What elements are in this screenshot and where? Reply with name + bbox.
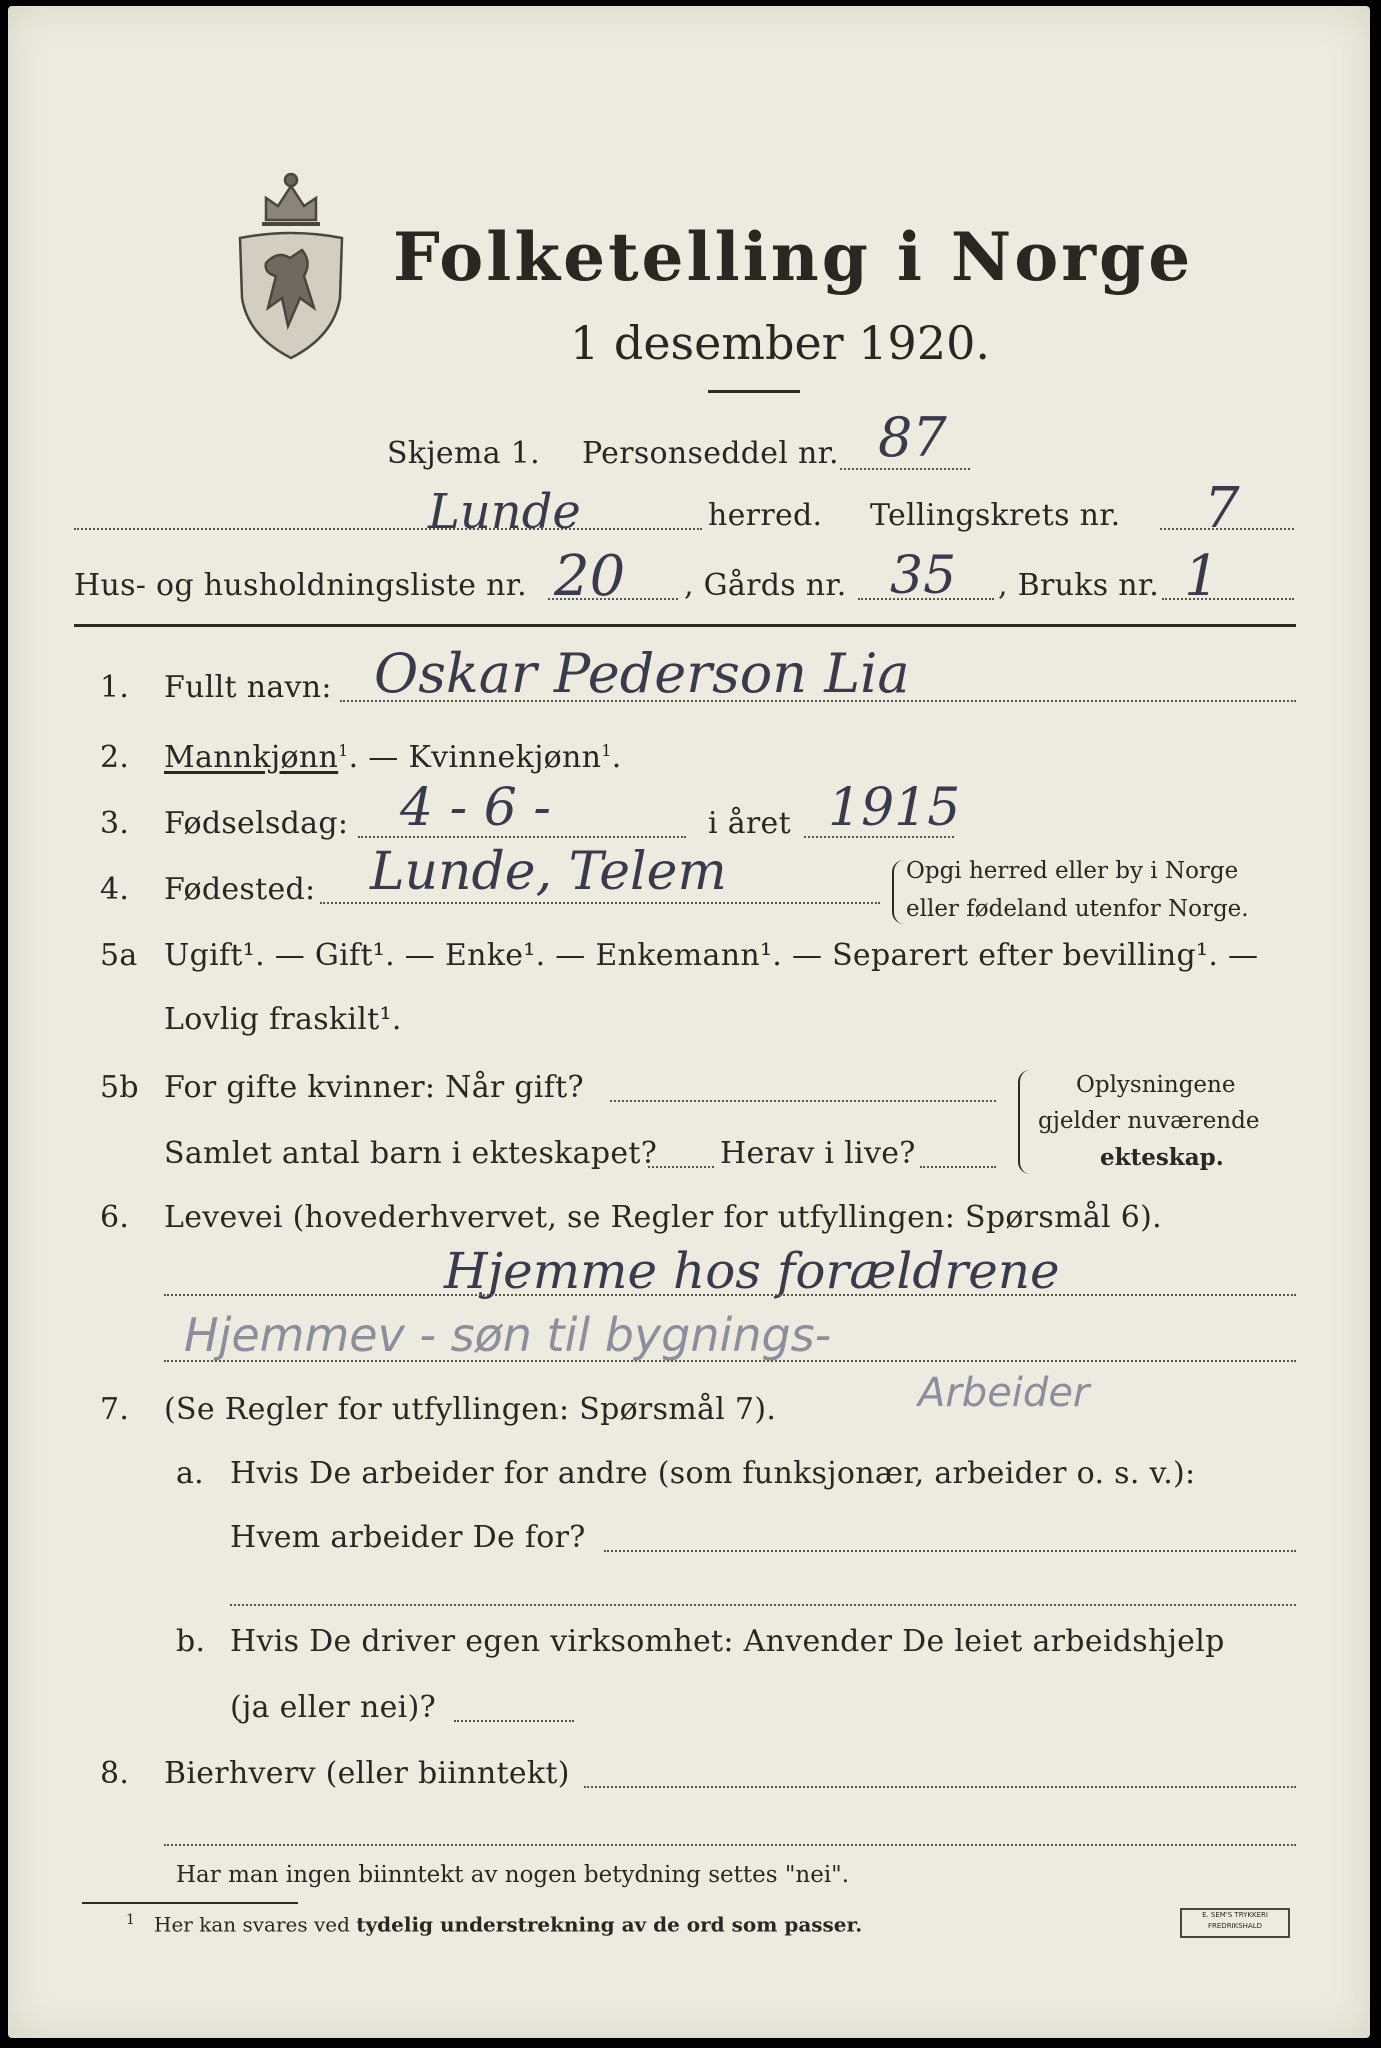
tellingskrets-label: Tellingskrets nr. (870, 498, 1121, 533)
q7b-label-1: Hvis De driver egen virksomhet: Anvender De leiet arbeidshjelp (230, 1624, 1225, 1659)
husliste-label: Hus- og husholdningsliste nr. (74, 568, 527, 603)
q7b-label-2: (ja eller nei)? (230, 1690, 436, 1725)
q5b-label-children: Samlet antal barn i ekteskapet? (164, 1136, 658, 1171)
herred-value: Lunde (428, 484, 581, 540)
footnote (126, 1912, 862, 1937)
q4-number: 4. (100, 872, 130, 907)
q5b-note-line3: ekteskap. (1100, 1144, 1224, 1171)
q4-note-line2: eller fødeland utenfor Norge. (906, 896, 1249, 922)
bruks-label: , Bruks nr. (998, 568, 1160, 603)
q4-brace (892, 860, 904, 924)
husliste-value: 20 (554, 544, 626, 609)
skjema-label: Skjema 1. (387, 436, 540, 471)
q4-note-line1: Opgi herred eller by i Norge (906, 858, 1239, 884)
q6-number: 6. (100, 1200, 130, 1235)
q3-year-value: 1915 (828, 778, 961, 838)
q6-label: Levevei (hovederhvervet, se Regler for utfyllingen: Spørsmål 6). (164, 1200, 1162, 1235)
q5b-note-line2: gjelder nuværende (1038, 1108, 1260, 1134)
q7a-label-2: Hvem arbeider De for? (230, 1520, 586, 1555)
q1-label: Fullt navn: (164, 670, 332, 705)
q5a-number: 5a (100, 938, 138, 973)
norwegian-coat-of-arms-icon (226, 158, 356, 368)
q5b-note-line1: Oplysningene (1076, 1072, 1236, 1098)
gards-value: 35 (890, 546, 957, 606)
q2-sup1: 1 (338, 741, 349, 760)
q6-line-1 (164, 1294, 1296, 1296)
q5b-number: 5b (100, 1070, 139, 1105)
q5b-label-alive: Herav i live? (720, 1136, 916, 1171)
q5b-label-married: For gifte kvinner: Når gift? (164, 1070, 584, 1105)
footnote-divider (82, 1902, 298, 1904)
q7a-number: a. (176, 1456, 205, 1491)
q5b-brace (1018, 1070, 1030, 1174)
q6-pencil-annotation: Hjemmev - søn til bygnings- (184, 1308, 832, 1362)
tellingskrets-value: 7 (1204, 476, 1240, 541)
q5a-options: Ugift¹. — Gift¹. — Enke¹. — Enkemann¹. — Separert efter bevilling¹. — (164, 938, 1259, 973)
q6-pencil-annotation-2: Arbeider (918, 1370, 1090, 1416)
q7-label: (Se Regler for utfyllingen: Spørsmål 7). (164, 1392, 777, 1427)
q8-label: Bierhverv (eller biinntekt) (164, 1756, 570, 1791)
q8-line-2 (164, 1844, 1296, 1846)
q7b-number: b. (176, 1624, 206, 1659)
q2-number: 2. (100, 740, 130, 775)
footnote-bold: tydelig understrekning av de ord som passer. (356, 1912, 863, 1937)
herred-label: herred. (708, 498, 823, 533)
q8-number: 8. (100, 1756, 130, 1791)
q3-value: 4 - 6 - (400, 778, 551, 838)
q3-number: 3. (100, 806, 130, 841)
q6-value: Hjemme hos forældrene (444, 1242, 1060, 1300)
footnote-text: Her kan svares ved (154, 1912, 357, 1937)
footnote-number: 1 (126, 1912, 135, 1928)
form-date: 1 desember 1920. (570, 316, 990, 370)
q5b-married-line (610, 1100, 996, 1102)
q1-value: Oskar Pederson Lia (374, 642, 910, 705)
personseddel-label: Personseddel nr. (582, 436, 839, 471)
q7a-label-1: Hvis De arbeider for andre (som funksjonær, arbeider o. s. v.): (230, 1456, 1196, 1491)
q7a-line-1 (604, 1550, 1296, 1552)
bruks-line (1162, 598, 1294, 600)
q7-number: 7. (100, 1392, 130, 1427)
census-form-page (8, 6, 1370, 2038)
q4-value: Lunde, Telem (370, 842, 727, 902)
bruks-value: 1 (1184, 544, 1220, 609)
form-title: Folketelling i Norge (393, 218, 1194, 296)
q4-label: Fødested: (164, 872, 316, 907)
q3-year-label: i året (708, 806, 791, 841)
herred-line (74, 528, 702, 530)
q5b-children-line (648, 1166, 714, 1168)
q2-options (164, 740, 622, 775)
printer-stamp: E. SEM'S TRYKKERI FREDRIKSHALD (1180, 1908, 1290, 1938)
q7a-line-2 (230, 1604, 1296, 1606)
q2-sup2: 1 (601, 741, 612, 760)
q5a-options-2: Lovlig fraskilt¹. (164, 1002, 402, 1037)
header-divider (74, 624, 1296, 627)
q8-note: Har man ingen biinntekt av nogen betydning settes "nei". (176, 1862, 850, 1888)
q1-number: 1. (100, 670, 130, 705)
q3-label: Fødselsdag: (164, 806, 349, 841)
q2-male: Mannkjønn (164, 740, 339, 775)
q5b-alive-line (920, 1166, 996, 1168)
gards-label: , Gårds nr. (684, 568, 847, 603)
q8-line-1 (584, 1786, 1296, 1788)
q4-line (320, 902, 880, 904)
q7b-line (454, 1720, 574, 1722)
q6-line-2 (164, 1360, 1296, 1362)
personseddel-value: 87 (878, 406, 947, 469)
q2-female: Kvinnekjønn (408, 740, 602, 775)
q2-end: . (611, 740, 622, 775)
q2-sep: . — (348, 740, 409, 775)
title-divider (708, 390, 800, 393)
